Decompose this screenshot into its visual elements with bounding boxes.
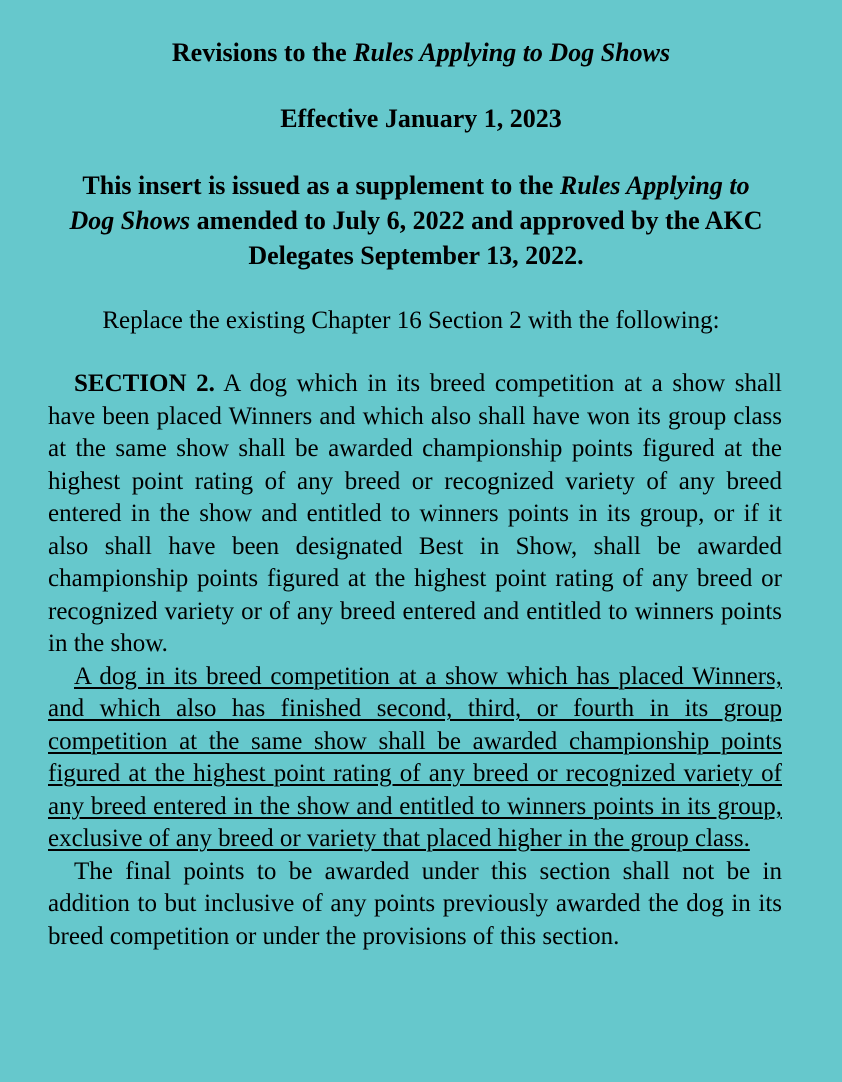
insert-note-part2: amended to July 6, 2022 and approved by the AKC Delegates September 13, 2022. bbox=[190, 206, 763, 270]
insert-note-italic: Rules Applying to Dog Shows bbox=[69, 171, 750, 235]
title-italic: Rules Applying to Dog Shows bbox=[353, 38, 671, 67]
section-heading: SECTION 2. bbox=[74, 370, 215, 397]
section-paragraph-3-text: The final points to be awarded under this section shall not be in addition to but inclusive of any points previously awarded the dog in its breed competition or under the provisions of this section. bbox=[48, 857, 782, 950]
section-paragraph-3 bbox=[48, 856, 782, 954]
section-paragraph-1 bbox=[48, 368, 782, 661]
section-paragraph-2 bbox=[48, 661, 782, 856]
title-prefix: Revisions to the bbox=[171, 38, 354, 67]
insert-note-part1: This insert is issued as a supplement to the bbox=[82, 171, 560, 200]
replace-instruction: Replace the existing Chapter 16 Section 2 with the following: bbox=[102, 307, 720, 334]
document-title bbox=[0, 36, 842, 70]
section-paragraph-2-text: A dog in its breed competition at a show which has placed Winners, and which also has finished second, third, or fourth in its group competition at the same show shall be awarded championship points figured at the highest point rating of any breed or recognized variety of any breed entered in the show and entitled to winners points in its group, exclusive of any breed or variety that placed higher in the group class. bbox=[48, 662, 782, 852]
section-paragraph-1-text: A dog which in its breed competition at a show shall have been placed Winners and which also shall have won its group class at the same show shall be awarded championship points figured at the highest point rating of any breed or recognized variety of any breed entered in the show and entitled to winners points in its group, or if it also shall have been designated Best in Show, shall be awarded championship points figured at the highest point rating of any breed or recognized variety or of any breed entered and entitled to winners points in the show. bbox=[48, 370, 782, 657]
section-body bbox=[48, 368, 782, 953]
insert-note bbox=[60, 168, 772, 273]
effective-date: Effective January 1, 2023 bbox=[280, 104, 562, 133]
